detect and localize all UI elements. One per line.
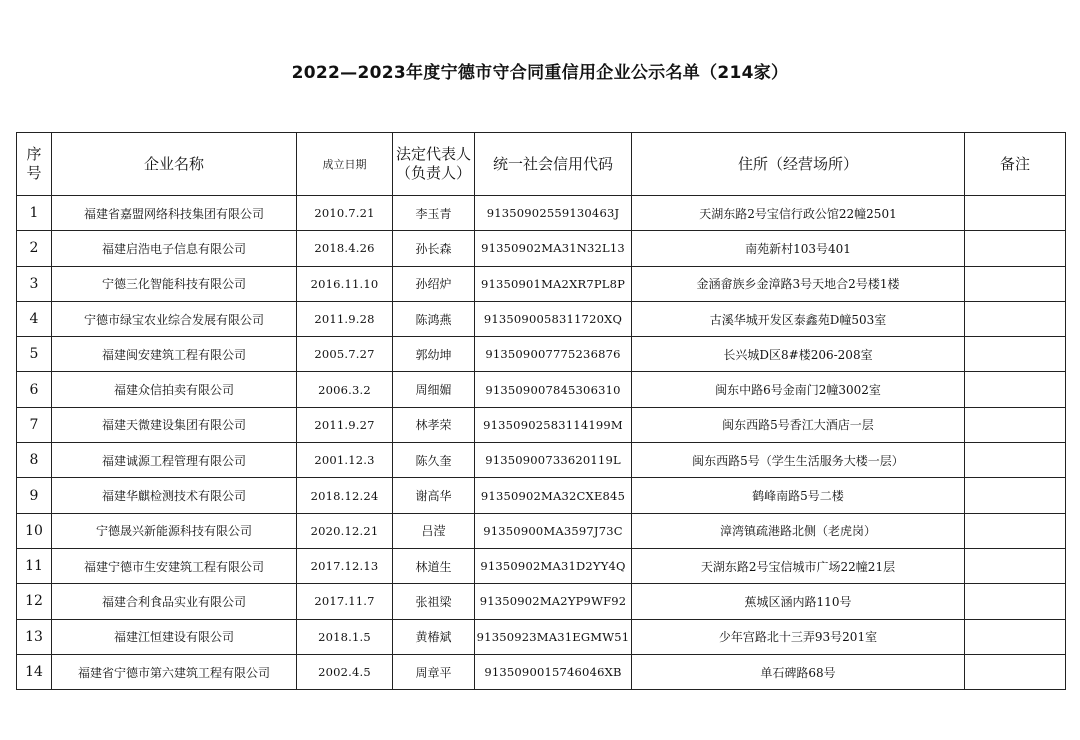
table-row: [17, 478, 1066, 513]
row-legal-rep: 孙绍炉: [393, 266, 475, 301]
row-company-name: 福建天微建设集团有限公司: [52, 407, 297, 442]
row-credit-code: 913509007845306310: [475, 372, 632, 407]
header-address: 住所（经营场所）: [632, 133, 965, 196]
table-row: [17, 301, 1066, 336]
table-row: [17, 584, 1066, 619]
row-legal-rep: 李玉青: [393, 196, 475, 231]
row-legal-rep: 周细媚: [393, 372, 475, 407]
row-seq: 1: [17, 196, 52, 231]
row-seq: 2: [17, 231, 52, 266]
row-seq: 13: [17, 619, 52, 654]
table-row: [17, 654, 1066, 689]
table-row: [17, 266, 1066, 301]
row-remark: [965, 619, 1066, 654]
row-seq: 5: [17, 337, 52, 372]
row-credit-code: 91350900733620119L: [475, 443, 632, 478]
header-credit-code: 统一社会信用代码: [475, 133, 632, 196]
header-legal-rep: 法定代表人 （负责人）: [393, 133, 475, 196]
row-founded-date: 2011.9.28: [297, 301, 393, 336]
row-credit-code: 91350900MA3597J73C: [475, 513, 632, 548]
row-address: 漳湾镇疏港路北侧（老虎岗）: [632, 513, 965, 548]
row-founded-date: 2018.1.5: [297, 619, 393, 654]
row-credit-code: 913509007775236876: [475, 337, 632, 372]
row-legal-rep: 林孝荣: [393, 407, 475, 442]
row-company-name: 宁德市绿宝农业综合发展有限公司: [52, 301, 297, 336]
row-credit-code: 91350902583114199M: [475, 407, 632, 442]
row-address: 单石碑路68号: [632, 654, 965, 689]
table-row: [17, 231, 1066, 266]
row-seq: 12: [17, 584, 52, 619]
row-remark: [965, 266, 1066, 301]
row-remark: [965, 478, 1066, 513]
row-remark: [965, 301, 1066, 336]
row-credit-code: 91350923MA31EGMW51: [475, 619, 632, 654]
table-row: [17, 372, 1066, 407]
row-legal-rep: 张祖梁: [393, 584, 475, 619]
row-legal-rep: 黄椿斌: [393, 619, 475, 654]
header-remark: 备注: [965, 133, 1066, 196]
row-address: 天湖东路2号宝信城市广场22幢21层: [632, 548, 965, 583]
row-credit-code: 91350902MA31N32L13: [475, 231, 632, 266]
row-founded-date: 2010.7.21: [297, 196, 393, 231]
row-company-name: 福建合利食品实业有限公司: [52, 584, 297, 619]
row-company-name: 宁德三化智能科技有限公司: [52, 266, 297, 301]
row-company-name: 福建省嘉盟网络科技集团有限公司: [52, 196, 297, 231]
row-credit-code: 91350902MA31D2YY4Q: [475, 548, 632, 583]
row-company-name: 福建启浩电子信息有限公司: [52, 231, 297, 266]
row-legal-rep: 孙长森: [393, 231, 475, 266]
row-remark: [965, 372, 1066, 407]
row-founded-date: 2001.12.3: [297, 443, 393, 478]
row-founded-date: 2006.3.2: [297, 372, 393, 407]
row-legal-rep: 林道生: [393, 548, 475, 583]
table-row: [17, 619, 1066, 654]
row-remark: [965, 407, 1066, 442]
row-founded-date: 2011.9.27: [297, 407, 393, 442]
row-credit-code: 91350902559130463J: [475, 196, 632, 231]
row-founded-date: 2018.4.26: [297, 231, 393, 266]
row-credit-code: 91350902MA2YP9WF92: [475, 584, 632, 619]
row-company-name: 福建江恒建设有限公司: [52, 619, 297, 654]
row-company-name: 福建诚源工程管理有限公司: [52, 443, 297, 478]
row-founded-date: 2020.12.21: [297, 513, 393, 548]
header-founded-date: 成立日期: [297, 133, 393, 196]
row-remark: [965, 443, 1066, 478]
row-company-name: 福建众信拍卖有限公司: [52, 372, 297, 407]
row-address: 南苑新村103号401: [632, 231, 965, 266]
row-remark: [965, 513, 1066, 548]
row-address: 闽东中路6号金南门2幢3002室: [632, 372, 965, 407]
row-company-name: 宁德晟兴新能源科技有限公司: [52, 513, 297, 548]
row-credit-code: 9135090058311720XQ: [475, 301, 632, 336]
row-credit-code: 9135090015746046XB: [475, 654, 632, 689]
row-seq: 6: [17, 372, 52, 407]
header-seq: 序 号: [17, 133, 52, 196]
table-row: [17, 443, 1066, 478]
row-company-name: 福建华麒检测技术有限公司: [52, 478, 297, 513]
row-seq: 11: [17, 548, 52, 583]
row-address: 金涵畲族乡金漳路3号天地合2号楼1楼: [632, 266, 965, 301]
row-founded-date: 2005.7.27: [297, 337, 393, 372]
row-address: 长兴城D区8#楼206-208室: [632, 337, 965, 372]
table-row: [17, 513, 1066, 548]
row-remark: [965, 337, 1066, 372]
row-seq: 4: [17, 301, 52, 336]
row-address: 闽东西路5号（学生生活服务大楼一层）: [632, 443, 965, 478]
row-seq: 14: [17, 654, 52, 689]
row-legal-rep: 周章平: [393, 654, 475, 689]
table-row: [17, 548, 1066, 583]
row-legal-rep: 郭幼坤: [393, 337, 475, 372]
row-seq: 7: [17, 407, 52, 442]
row-address: 古溪华城开发区泰鑫苑D幢503室: [632, 301, 965, 336]
row-founded-date: 2018.12.24: [297, 478, 393, 513]
row-company-name: 福建闽安建筑工程有限公司: [52, 337, 297, 372]
row-address: 少年宫路北十三弄93号201室: [632, 619, 965, 654]
row-remark: [965, 196, 1066, 231]
header-row: [17, 133, 1066, 196]
table-row: [17, 407, 1066, 442]
row-founded-date: 2016.11.10: [297, 266, 393, 301]
page-title: 2022—2023年度宁德市守合同重信用企业公示名单（214家）: [291, 63, 789, 83]
table-row: [17, 337, 1066, 372]
header-company-name: 企业名称: [52, 133, 297, 196]
row-address: 蕉城区涵内路110号: [632, 584, 965, 619]
row-legal-rep: 谢高华: [393, 478, 475, 513]
row-address: 闽东西路5号香江大酒店一层: [632, 407, 965, 442]
row-seq: 9: [17, 478, 52, 513]
row-seq: 10: [17, 513, 52, 548]
row-company-name: 福建省宁德市第六建筑工程有限公司: [52, 654, 297, 689]
row-founded-date: 2002.4.5: [297, 654, 393, 689]
row-address: 鹤峰南路5号二楼: [632, 478, 965, 513]
row-remark: [965, 231, 1066, 266]
row-founded-date: 2017.12.13: [297, 548, 393, 583]
row-remark: [965, 654, 1066, 689]
row-seq: 8: [17, 443, 52, 478]
row-founded-date: 2017.11.7: [297, 584, 393, 619]
company-table: [16, 132, 1066, 690]
row-address: 天湖东路2号宝信行政公馆22幢2501: [632, 196, 965, 231]
row-legal-rep: 吕滢: [393, 513, 475, 548]
row-legal-rep: 陈久奎: [393, 443, 475, 478]
row-credit-code: 91350901MA2XR7PL8P: [475, 266, 632, 301]
row-remark: [965, 548, 1066, 583]
row-seq: 3: [17, 266, 52, 301]
row-remark: [965, 584, 1066, 619]
table-row: [17, 196, 1066, 231]
row-company-name: 福建宁德市生安建筑工程有限公司: [52, 548, 297, 583]
row-legal-rep: 陈鸿燕: [393, 301, 475, 336]
row-credit-code: 91350902MA32CXE845: [475, 478, 632, 513]
